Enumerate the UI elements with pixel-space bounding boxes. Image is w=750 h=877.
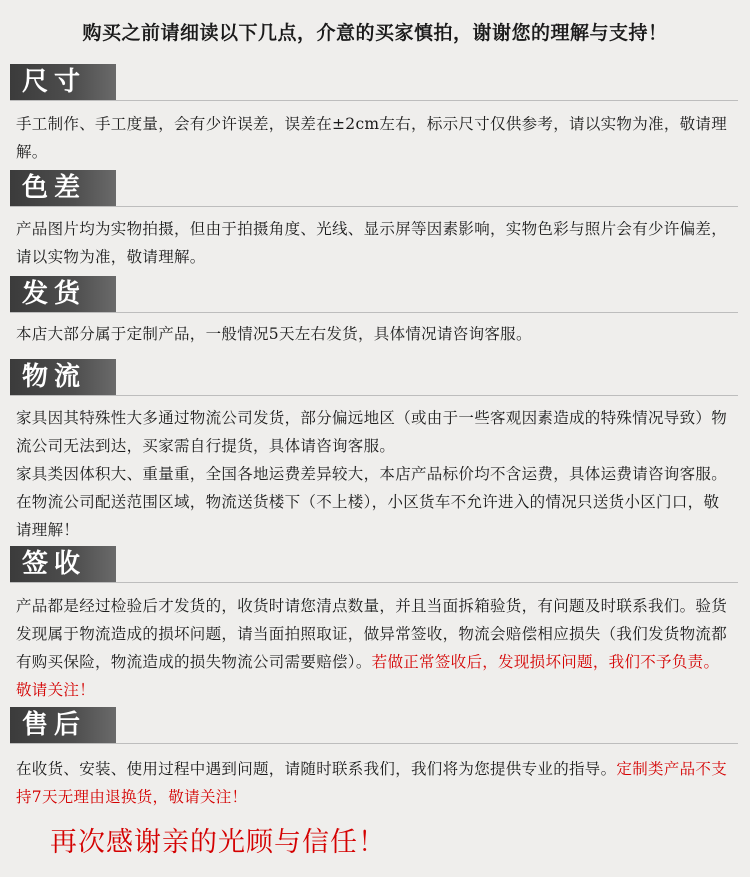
logistics-text (16, 404, 730, 544)
size-text (16, 110, 730, 166)
shipping-paragraph: 本店大部分属于定制产品，一般情况5天左右发货，具体情况请咨询客服。 (16, 325, 532, 343)
section-tab-signing: 签收 (10, 546, 116, 582)
section-divider (10, 100, 738, 101)
signing-text (16, 592, 730, 704)
color-paragraph: 产品图片均为实物拍摄，但由于拍摄角度、光线、显示屏等因素影响，实物色彩与照片会有少许偏差，请以实物为准，敬请理解。 (16, 220, 728, 266)
section-divider (10, 206, 738, 207)
section-tab-logistics: 物流 (10, 359, 116, 395)
aftersales-text (16, 755, 730, 811)
logistics-paragraph-1: 家具因其特殊性大多通过物流公司发货，部分偏远地区（或由于一些客观因素造成的特殊情况导致）物流公司无法到达，买家需自行提货，具体请咨询客服。 (16, 409, 728, 455)
color-text (16, 215, 730, 271)
shipping-text (16, 320, 730, 348)
section-divider (10, 312, 738, 313)
section-tab-aftersales: 售后 (10, 707, 116, 743)
section-tab-shipping: 发货 (10, 276, 116, 312)
page-title: 购买之前请细读以下几点，介意的买家慎拍，谢谢您的理解与支持！ (82, 22, 668, 44)
section-divider (10, 582, 738, 583)
thanks-message: 再次感谢亲的光顾与信任！ (50, 827, 386, 858)
logistics-paragraph-2: 家具类因体积大、重量重，全国各地运费差异较大，本店产品标价均不含运费，具体运费请咨询客服。在物流公司配送范围区域，物流送货楼下（不上楼），小区货车不允许进入的情况只送货小区门口，敬请理解！ (16, 465, 728, 539)
size-paragraph: 手工制作、手工度量，会有少许误差，误差在±2cm左右，标示尺寸仅供参考，请以实物为准，敬请理解。 (16, 115, 728, 161)
section-divider (10, 743, 738, 744)
section-tab-color: 色差 (10, 170, 116, 206)
signing-paragraph: 产品都是经过检验后才发货的，收货时请您清点数量，并且当面拆箱验货，有问题及时联系我们。验货发现属于物流造成的损坏问题，请当面拍照取证，做异常签收，物流会赔偿相应损失（我们发货物流都有购买保险，物流造成的损失物流公司需要赔偿）。 (16, 597, 728, 671)
signing-warning: 若做正常签收后，发现损坏问题，我们不予负责。敬请关注！ (16, 653, 720, 699)
aftersales-paragraph: 在收货、安装、使用过程中遇到问题，请随时联系我们，我们将为您提供专业的指导。 (16, 760, 617, 778)
section-divider (10, 395, 738, 396)
aftersales-warning: 定制类产品不支持7天无理由退换货，敬请关注！ (16, 760, 728, 806)
section-tab-size: 尺寸 (10, 64, 116, 100)
